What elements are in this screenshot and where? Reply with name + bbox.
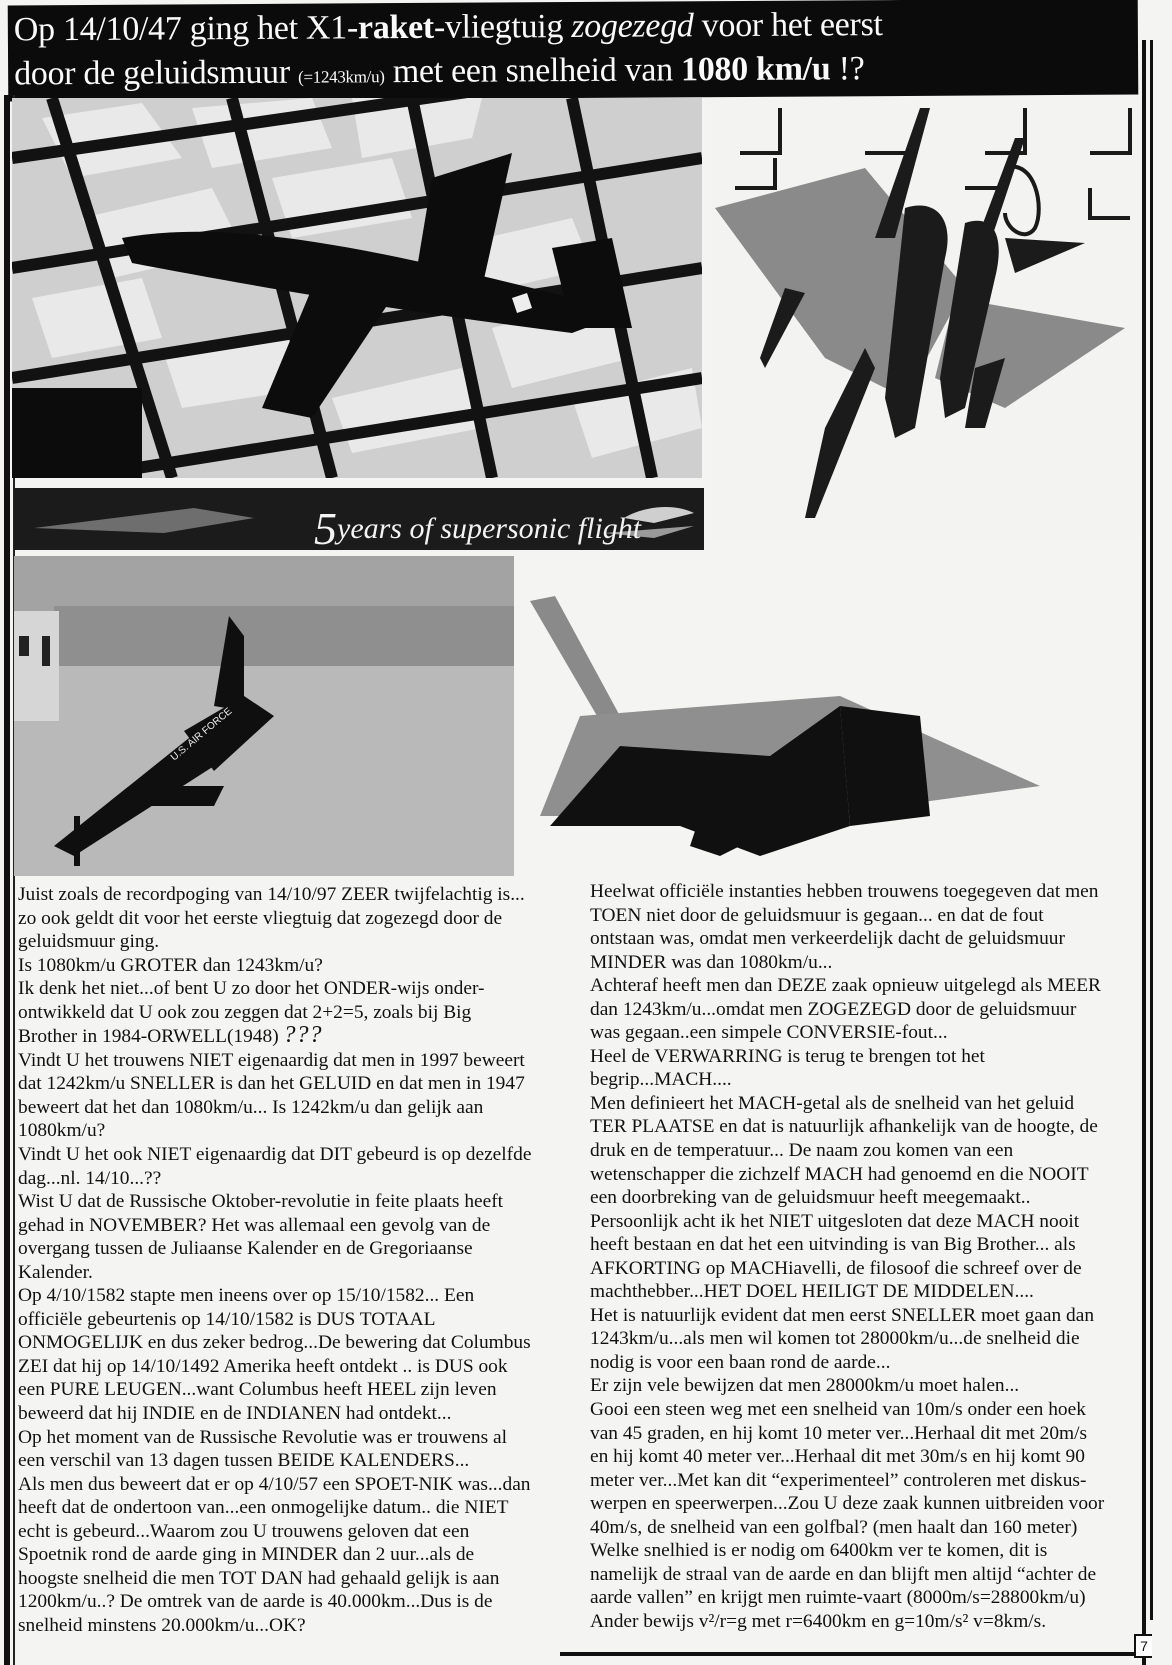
text-line: TOEN niet door de geluidsmuur is gegaan... en dat de fout [590, 904, 1044, 926]
headline-text: met een snelheid van [384, 51, 682, 91]
text-line: ontwikkeld dat U ook zou zeggen dat 2+2=5, zoals bij Big [18, 1001, 472, 1023]
headline-small-note: (=1243km/u) [298, 67, 385, 87]
f15-fighter-photo [705, 98, 1142, 538]
text-line: een PURE LEUGEN...want Columbus heeft HEEL zijn leven [18, 1379, 497, 1401]
f15-illustration [705, 98, 1142, 538]
text-line: TER PLAATSE en dat is natuurlijk afhankelijk van de hoogte, de [590, 1116, 1098, 1138]
text-line: werpen en speerwerpen...Zou U deze zaak kunnen uitbreiden voor [590, 1493, 1105, 1515]
text-line: ZEI dat hij op 14/10/1492 Amerika heeft ontdekt .. is DUS ook [18, 1355, 508, 1377]
text-line: Wist U dat de Russische Oktober-revolutie in feite plaats heeft [18, 1191, 504, 1213]
headline-text: Op 14/10/47 ging het X1- [13, 9, 359, 49]
article-left-column [18, 883, 568, 1638]
text-line: officiële gebeurtenis op 14/10/1582 is DUS TOTAAL [18, 1308, 436, 1330]
text-line: Vindt U het ook NIET eigenaardig dat DIT gebeurd is op dezelfde [18, 1144, 532, 1166]
text-line: druk en de temperatuur... De naam zou komen van een [590, 1140, 1014, 1162]
headline-text: voor het eerst [693, 6, 883, 45]
text-line: Kalender. [18, 1261, 93, 1283]
frame-border-right [1142, 40, 1146, 1665]
text-line: ONMOGELIJK en dus zeker bedrog...De bewering dat Columbus [18, 1332, 531, 1354]
text-line: Heel de VERWARRING is terug te brengen tot het [590, 1045, 985, 1067]
text-line: geluidsmuur ging. [18, 931, 160, 953]
text-line: dan 1243km/u...omdat men ZOGEZEGD door de geluidsmuur [590, 998, 1077, 1020]
text-line: 1080km/u? [18, 1120, 106, 1142]
text-line: machthebber...HET DOEL HEILIGT DE MIDDELEN.... [590, 1281, 1034, 1303]
x15-illustration [14, 556, 514, 876]
text-line: Het is natuurlijk evident dat men eerst SNELLER moet gaan dan [590, 1304, 1095, 1326]
text-line: wetenschapper die zichzelf MACH had genoemd en die NOOIT [590, 1163, 1089, 1185]
text-line: MINDER was dan 1080km/u... [590, 951, 833, 973]
headline-italic-word: zogezegd [571, 7, 694, 46]
text-line: namelijk de straal van de aarde en dan blijft men altijd “achter de [590, 1563, 1097, 1585]
text-line: Welke snelhied is er nodig om 6400km ver te komen, dit is [590, 1540, 1048, 1562]
text-line: Ander bewijs v²/r=g met r=6400km en g=10m/s² v=8km/s. [590, 1610, 1047, 1632]
headline-text: -vliegtuig [433, 8, 572, 46]
frame-border-bottom [560, 1652, 1150, 1656]
text-line: AFKORTING op MACHiavelli, de filosoof die schreef over de [590, 1257, 1082, 1279]
text-line: Op 4/10/1582 stapte men ineens over op 15/10/1582... Een [18, 1285, 475, 1307]
text-line: Als men dus beweert dat er op 4/10/57 een SPOET-NIK was...dan [18, 1473, 531, 1495]
text-line: Juist zoals de recordpoging van 14/10/97 ZEER twijfelachtig is... [18, 884, 525, 905]
headline-line-2 [14, 50, 865, 93]
text-line: dat 1242km/u SNELLER is dan het GELUID en dat men in 1947 [18, 1073, 525, 1095]
svg-text:U.S. AIR FORCE: U.S. AIR FORCE [168, 705, 235, 764]
text-line: Persoonlijk acht ik het NIET uitgesloten dat deze MACH nooit [590, 1210, 1080, 1232]
text-line: heeft dat de ondertoon van...een onmogelijke datum.. die NIET [18, 1497, 509, 1519]
text-line: 40m/s, de snelheid van een golfbal? (men haalt dan 160 meter) [590, 1516, 1078, 1538]
text-line: Vindt U het trouwens NIET eigenaardig dat men in 1997 beweert [18, 1049, 525, 1071]
text-line: en hij komt 40 meter ver...Herhaal dit met 30m/s en hij komt 90 [590, 1446, 1085, 1468]
fifty-years-banner [14, 488, 704, 550]
frame-border-left [4, 95, 10, 1665]
text-line: een verschil van 13 dagen tussen BEIDE KALENDERS... [18, 1450, 470, 1472]
headline-line-1 [14, 6, 883, 49]
text-line: zo ook geldt dit voor het eerste vliegtuig dat zogezegd door de [18, 907, 503, 929]
text-line: hoogste snelheid die men TOT DAN had gehaald gelijk is aan [18, 1567, 500, 1589]
text-line: dag...nl. 14/10...?? [18, 1167, 162, 1189]
page-number: 7 [1134, 1634, 1152, 1658]
headline-bold-speed: 1080 km/u [680, 50, 831, 89]
text-line: beweert dat het dan 1080km/u... Is 1242km/u dan gelijk aan [18, 1096, 484, 1118]
text-line: overgang tussen de Juliaanse Kalender en de Gregoriaanse [18, 1238, 473, 1260]
headline-text: !? [830, 50, 865, 88]
text-line: 1243km/u...als men wil komen tot 28000km/u...de snelheid die [590, 1328, 1080, 1350]
banner-caption-number: 5 [314, 503, 337, 550]
text-line: gehad in NOVEMBER? Het was allemaal een gevolg van de [18, 1214, 491, 1236]
article-right-column [590, 880, 1140, 1634]
text-line: meter ver...Met kan dit “experimenteel” controleren met diskus- [590, 1469, 1087, 1491]
text-line: van 45 graden, en hij komt 10 meter ver...Herhaal dit met 20m/s [590, 1422, 1088, 1444]
banner-caption [314, 496, 641, 549]
x1-hangar-photo [12, 98, 702, 478]
headline-text: door de geluidsmuur [14, 53, 299, 93]
text-line: nodig is voor een baan rond de aarde... [590, 1351, 891, 1373]
text-line: Spoetnik rond de aarde ging in MINDER dan 2 uur...als de [18, 1544, 475, 1566]
text-line: Er zijn vele bewijzen dat men 28000km/u moet halen... [590, 1375, 1020, 1397]
text-line: Men definieert het MACH-getal als de snelheid van het geluid [590, 1092, 1075, 1114]
frame-border-right-outer [1150, 40, 1153, 1620]
hangar-illustration [12, 98, 702, 478]
text-line: Brother in 1984-ORWELL(1948) [18, 1026, 284, 1048]
text-line: begrip...MACH.... [590, 1069, 732, 1091]
text-line: 1200km/u..? De omtrek van de aarde is 40.000km...Dus is de [18, 1591, 493, 1613]
question-marks: ??? [283, 1022, 323, 1049]
text-line: was gegaan..een simpele CONVERSIE-fout... [590, 1022, 948, 1044]
text-line: snelheid minstens 20.000km/u...OK? [18, 1614, 306, 1636]
text-line: aarde vallen” en krijgt men ruimte-vaart (8000m/s=28800km/u) [590, 1587, 1086, 1609]
banner-caption-text: years of supersonic flight [337, 512, 642, 545]
text-line: Heelwat officiële instanties hebben trouwens toegegeven dat men [590, 881, 1099, 902]
text-line: Ik denk het niet...of bent U zo door het ONDER-wijs onder- [18, 978, 485, 1000]
text-line: heeft bestaan en dat het een uitvinding is van Big Brother... als [590, 1234, 1076, 1256]
text-line: Is 1080km/u GROTER dan 1243km/u? [18, 954, 323, 976]
text-line: beweerd dat hij INDIE en de INDIANEN had ontdekt... [18, 1403, 452, 1425]
text-line: Gooi een steen weg met een snelheid van 10m/s onder een hoek [590, 1399, 1086, 1421]
headline-bold-word: raket [357, 8, 435, 47]
text-line: ontstaan was, omdat men verkeerdelijk dacht de geluidsmuur [590, 928, 1065, 950]
text-line: echt is gebeurd...Waarom zou U trouwens geloven dat een [18, 1520, 470, 1542]
f16-illustration [520, 556, 1140, 876]
f16-in-flight-photo [520, 556, 1140, 876]
text-line-with-qmarks [18, 1024, 568, 1049]
text-line: een doorbreking van de geluidsmuur heeft meegemaakt.. [590, 1187, 1031, 1209]
x15-on-tarmac-photo [14, 556, 514, 876]
text-line: Op het moment van de Russische Revolutie was er trouwens al [18, 1426, 507, 1448]
headline-banner [8, 0, 1139, 101]
text-line: Achteraf heeft men dan DEZE zaak opnieuw uitgelegd als MEER [590, 975, 1101, 997]
